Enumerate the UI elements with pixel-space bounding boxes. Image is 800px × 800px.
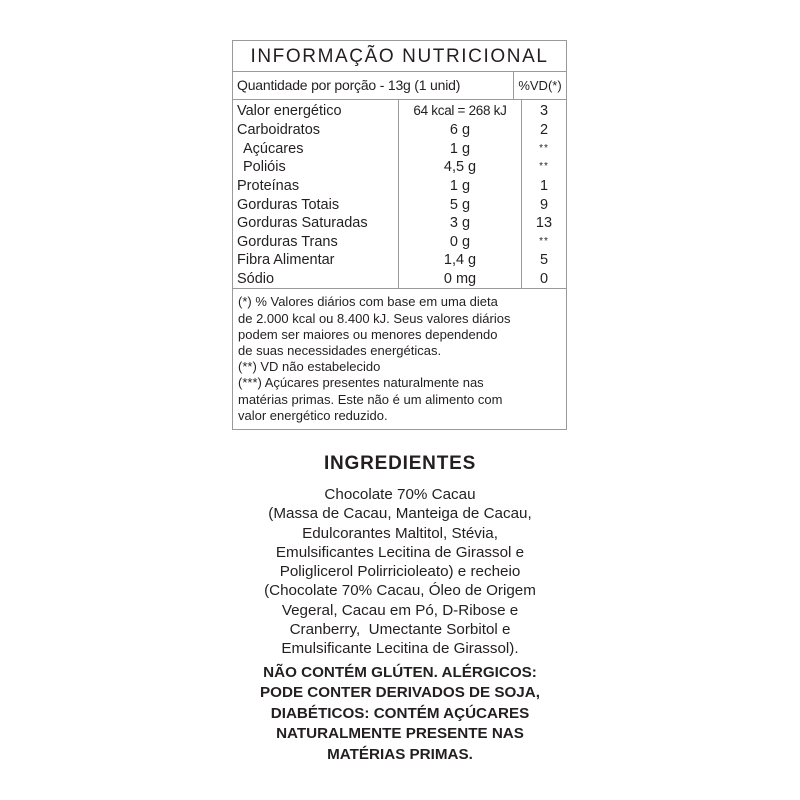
nutrient-name: Gorduras Totais (233, 195, 399, 214)
nutrient-amount: 5 g (399, 195, 522, 214)
nutrient-vd: 0 (539, 271, 549, 288)
warning-line: MATÉRIAS PRIMAS. (327, 745, 473, 763)
nutrient-vd: 13 (535, 215, 553, 232)
nutrient-amount: 0 mg (399, 270, 522, 289)
nutrient-amount: 6 g (399, 121, 522, 140)
nutrient-vd: ** (539, 235, 549, 247)
nutrient-vd: ** (539, 161, 549, 173)
nutrient-row (233, 195, 566, 214)
nutrient-row (233, 177, 566, 196)
nutrient-amount: 64 kcal = 268 kJ (399, 100, 522, 121)
nutrient-name: Gorduras Saturadas (233, 214, 399, 233)
nutrient-amount: 0 g (399, 233, 522, 252)
allergen-warning (0, 663, 800, 765)
nutrient-row (233, 251, 566, 270)
footnote-line: podem ser maiores ou menores dependendo (238, 326, 498, 342)
footnote-line: de suas necessidades energéticas. (238, 342, 442, 358)
footnote-line: (***) Açúcares presentes naturalmente nas (238, 375, 484, 391)
vd-header: %VD(*) (513, 72, 566, 99)
nutrient-vd: 1 (539, 178, 549, 195)
serving-size: Quantidade por porção - 13g (1 unid) (237, 77, 461, 93)
nutrient-name: Sódio (233, 270, 399, 289)
ingredients-line: Emulsificante Lecitina de Girassol). (281, 640, 519, 658)
nutrient-row (233, 100, 566, 121)
nutrient-name: Proteínas (233, 177, 399, 196)
ingredients-line: Poliglicerol Polirricioleato) e recheio (279, 563, 521, 581)
nutrient-amount: 3 g (399, 214, 522, 233)
nutrient-table (233, 100, 566, 289)
footnote-line: valor energético reduzido. (238, 407, 388, 423)
nutrient-vd: ** (539, 142, 549, 154)
ingredients-line: (Chocolate 70% Cacau, Óleo de Origem (264, 582, 536, 600)
nutrient-row (233, 270, 566, 289)
footnote-line: (*) % Valores diários com base em uma dieta (238, 294, 498, 310)
ingredients-title: INGREDIENTES (323, 453, 477, 474)
nutrient-name: Polióis (233, 158, 399, 177)
nutrient-row (233, 140, 566, 159)
nutrition-footnotes (233, 289, 566, 429)
footnote-line: matérias primas. Este não é um alimento com (238, 391, 503, 407)
ingredients-line: Cranberry, Umectante Sorbitol e (289, 621, 511, 639)
nutrition-title: INFORMAÇÃO NUTRICIONAL (233, 41, 566, 72)
nutrient-amount: 4,5 g (399, 158, 522, 177)
warning-line: NÃO CONTÉM GLÚTEN. ALÉRGICOS: (263, 664, 537, 681)
nutrient-row (233, 233, 566, 252)
nutrient-row (233, 121, 566, 140)
warning-line: DIABÉTICOS: CONTÉM AÇÚCARES (270, 704, 530, 722)
ingredients-line: Edulcorantes Maltitol, Stévia, (302, 524, 498, 542)
warning-line: NATURALMENTE PRESENTE NAS (276, 725, 524, 743)
nutrient-name: Valor energético (233, 100, 399, 121)
nutrient-name: Gorduras Trans (233, 233, 399, 252)
nutrient-name: Fibra Alimentar (233, 251, 399, 270)
nutrient-vd: 9 (539, 196, 549, 213)
nutrient-row (233, 214, 566, 233)
nutrition-facts-table (232, 40, 567, 430)
nutrient-vd: 5 (539, 252, 549, 269)
nutrient-amount: 1 g (399, 177, 522, 196)
nutrient-amount: 1,4 g (399, 251, 522, 270)
nutrient-name: Carboidratos (233, 121, 399, 140)
nutrient-amount: 1 g (399, 140, 522, 159)
footnote-line: (**) VD não estabelecido (238, 359, 381, 375)
ingredients-line: (Massa de Cacau, Manteiga de Cacau, (268, 505, 532, 523)
nutrient-name: Açúcares (233, 140, 399, 159)
ingredients-line: Chocolate 70% Cacau (324, 486, 476, 503)
nutrient-vd: 2 (539, 122, 549, 139)
warning-line: PODE CONTER DERIVADOS DE SOJA, (260, 684, 540, 702)
nutrient-row (233, 158, 566, 177)
serving-row (233, 72, 566, 100)
nutrient-vd: 3 (539, 102, 549, 119)
ingredients-line: Emulsificantes Lecitina de Girassol e (275, 543, 525, 561)
footnote-line: de 2.000 kcal ou 8.400 kJ. Seus valores diários (238, 310, 511, 326)
ingredients-text (0, 485, 800, 659)
ingredients-line: Vegeral, Cacau em Pó, D-Ribose e (281, 601, 519, 619)
